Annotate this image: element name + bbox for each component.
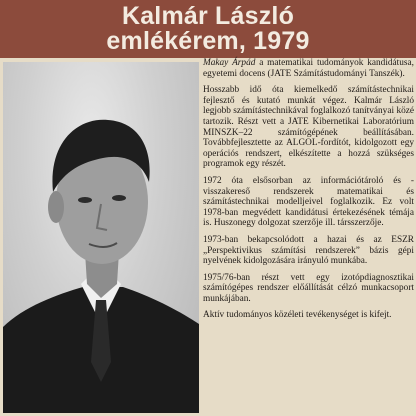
person-name: Makay Árpád bbox=[203, 58, 256, 68]
paragraph-public: Aktív tudományos közéleti tevékenységet is kifejt. bbox=[203, 310, 392, 321]
paragraph-isotope: 1975/76-ban részt vett egy izotópdiagnosztikai számítógépes rendszer előállítását célzó munkacsoport munkájában. bbox=[203, 272, 414, 304]
paragraph-research: 1972 óta elsősorban az információtároló és -visszakereső rendszerek matematikai és számítástechnikai modelljeivel foglalkozik. Ez volt 1978-ban megvédett kandidátusi értekezésének témája is. Huszonegy dolgozat szerzője ill. társszerzője. bbox=[203, 175, 414, 229]
paragraph-work: Hosszabb idő óta kiemelkedő számítástechnikai fejlesztő és kutató munkát végez. Kalmár László legjobb számítástechnikával foglalkozó tanítványai közé tartozik. Részt vett a JATE Kibernetikai Laboratórium MINSZK–22 számítógépének beállításában. Továbbfejlesztette az ALGOL-fordítót, kidolgozott egy operációs rendszert, elkészítette a hozzá szükséges programok egy részét. bbox=[203, 85, 414, 170]
portrait-illustration bbox=[3, 62, 199, 413]
title-line-1: Kalmár László bbox=[121, 2, 295, 30]
article-text bbox=[203, 58, 414, 327]
intro-text: a matematikai tudományok kandidátusa, egyetemi docens (JATE Számítástudományi Tanszék). bbox=[203, 58, 414, 79]
paragraph-intro bbox=[203, 58, 414, 79]
title-banner bbox=[0, 0, 416, 58]
portrait-photo bbox=[3, 62, 199, 413]
paragraph-eszr: 1973-ban bekapcsolódott a hazai és az ESZR „Perspektivikus számítási rendszerek” bázis gépi nyelvének kidolgozására irányuló munkába. bbox=[203, 234, 414, 267]
title-line-2: emlékérem, 1979 bbox=[106, 27, 310, 55]
